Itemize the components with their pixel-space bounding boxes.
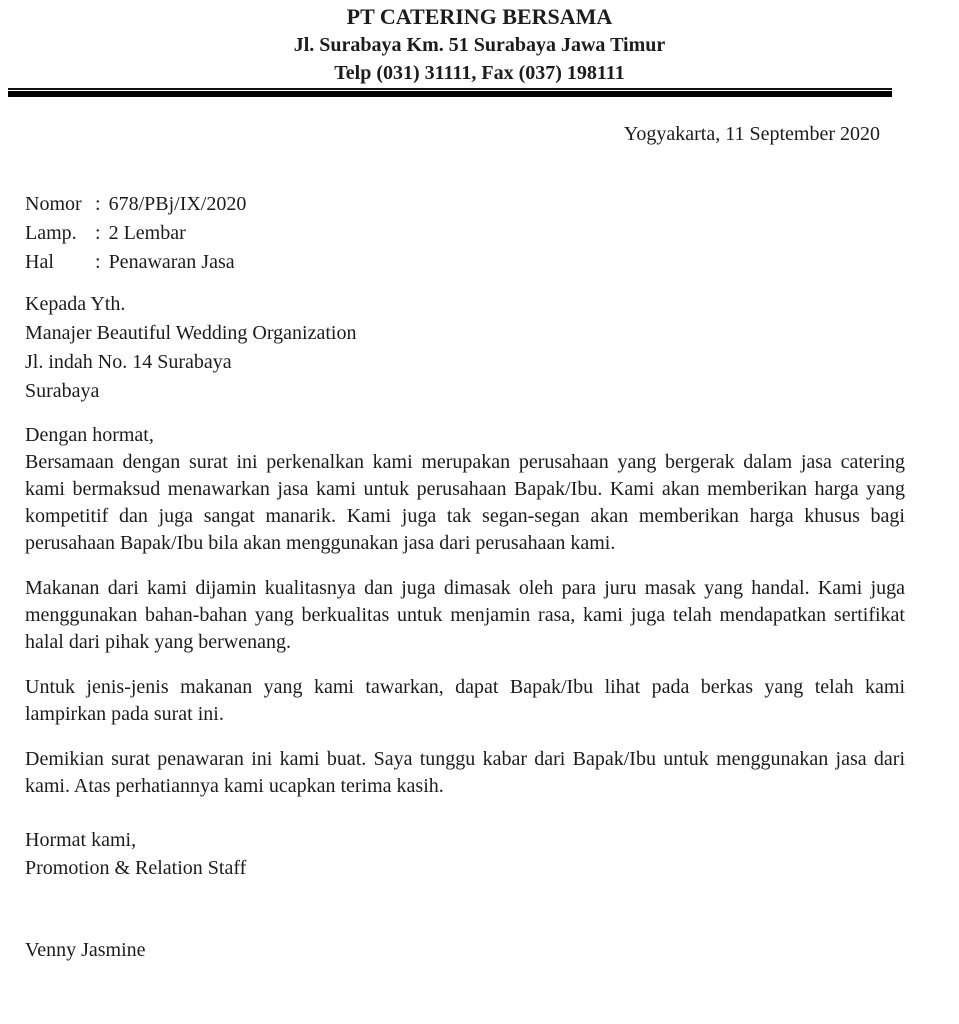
paragraph-introduction: Bersamaan dengan surat ini perkenalkan kami merupakan perusahaan yang bergerak dalam jasa catering kami bermaksud menawarkan jasa kami untuk perusahaan Bapak/Ibu. Kami akan memberikan harga yang kompetitif dan juga sangat manarik. Kami juga tak segan-segan akan memberikan harga khusus bagi perusahaan Bapak/Ibu bila akan menggunakan jasa dari perusahaan kami. <box>25 451 905 554</box>
paragraph-attachment: Untuk jenis-jenis makanan yang kami tawarkan, dapat Bapak/Ibu lihat pada berkas yang telah kami lampirkan pada surat ini. <box>25 676 905 725</box>
meta-label-lampiran: Lamp. <box>25 222 77 244</box>
letter-body-column <box>0 121 959 964</box>
recipient-line-city: Surabaya <box>25 380 100 402</box>
meta-label-hal: Hal <box>25 251 54 273</box>
recipient-block <box>25 290 905 406</box>
divider-thick-line <box>8 91 892 97</box>
meta-row-nomor <box>25 190 905 219</box>
signer-name: Venny Jasmine <box>25 939 146 961</box>
company-address: Jl. Surabaya Km. 51 Surabaya Jawa Timur <box>293 34 666 56</box>
meta-value-lampiran: 2 Lembar <box>108 222 186 244</box>
closing-block <box>25 826 905 964</box>
meta-row-hal <box>25 248 905 277</box>
letter-meta <box>25 190 905 277</box>
meta-colon: : <box>95 251 101 273</box>
opening-salutation: Dengan hormat, <box>25 424 154 446</box>
company-contact: Telp (031) 31111, Fax (037) 198111 <box>334 62 625 84</box>
meta-value-nomor: 678/PBj/IX/2020 <box>108 193 247 215</box>
recipient-line-name: Manajer Beautiful Wedding Organization <box>25 322 357 344</box>
closing-department: Promotion & Relation Staff <box>25 857 247 879</box>
closing-salutation: Hormat kami, <box>25 829 137 851</box>
meta-value-hal: Penawaran Jasa <box>108 251 235 273</box>
paragraph-quality: Makanan dari kami dijamin kualitasnya dan juga dimasak oleh para juru masak yang handal. Kami juga menggunakan bahan-bahan yang berkualitas untuk menjamin rasa, kami juga telah mendapatkan sertifikat halal dari pihak yang berwenang. <box>25 577 905 653</box>
divider-thin-line <box>8 88 892 90</box>
paragraph-closing: Demikian surat penawaran ini kami buat. Saya tunggu kabar dari Bapak/Ibu untuk menggunakan jasa dari kami. Atas perhatiannya kami ucapkan terima kasih. <box>25 748 905 797</box>
recipient-line-street: Jl. indah No. 14 Surabaya <box>25 351 232 373</box>
dateline: Yogyakarta, 11 September 2020 <box>623 123 880 145</box>
recipient-line-kepada: Kepada Yth. <box>25 293 126 315</box>
meta-row-lampiran <box>25 219 905 248</box>
letterhead-divider <box>8 88 892 97</box>
meta-colon: : <box>95 193 101 215</box>
meta-colon: : <box>95 222 101 244</box>
letterhead <box>0 0 959 87</box>
company-name: PT CATERING BERSAMA <box>346 4 613 29</box>
meta-label-nomor: Nomor <box>25 193 82 215</box>
